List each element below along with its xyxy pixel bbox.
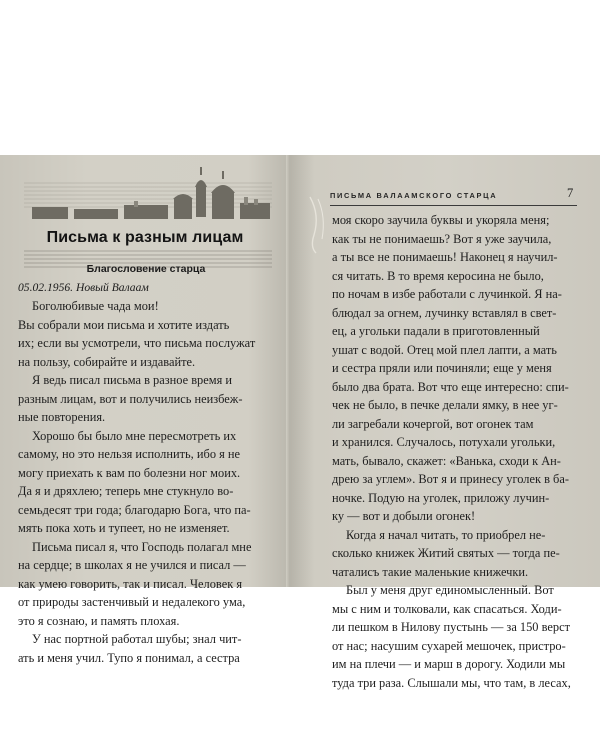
text-line: их; если вы усмотрели, что письма послужат bbox=[18, 336, 256, 350]
text-line: ли пешком в Нилову пустынь — за 150 верст bbox=[332, 620, 570, 634]
left-page-text bbox=[18, 297, 274, 667]
text-line: блюдал за огнем, лучинку вставлял в свет- bbox=[332, 305, 557, 320]
monastery-engraving bbox=[14, 163, 282, 273]
open-book-spread bbox=[0, 155, 600, 690]
text-line: разным лицам, вот и получились неизбеж- bbox=[18, 391, 243, 406]
text-line: по ночам в избе работали с лучинкой. Я на- bbox=[332, 287, 562, 301]
text-line: ать и меня учил. Тупо я понимал, а сестра bbox=[18, 650, 240, 665]
text-line: и сестра пряли или починяли; еще у меня bbox=[332, 361, 552, 375]
right-page-text bbox=[332, 211, 576, 692]
text-line: мять пока хоть и тупеет, но не изменяет. bbox=[18, 521, 230, 535]
text-line: мать, бывало, скажет: «Ванька, сходи к Ан- bbox=[332, 453, 561, 468]
text-line: самому, но это нельзя исполнить, ибо я не bbox=[18, 447, 241, 461]
text-line: сколько книжек Житий святых — тогда пе- bbox=[332, 546, 560, 560]
text-line: ся читать. В то время керосина не было, bbox=[332, 268, 544, 283]
text-line: Вы собрали мои письма и хотите издать bbox=[18, 317, 230, 332]
text-line: могу приехать к вам по болезни ног моих. bbox=[18, 465, 241, 480]
text-line: как умею говорить, так и писал. Человек я bbox=[18, 576, 243, 591]
text-line: это я сознаю, и память плохая. bbox=[18, 613, 180, 628]
text-line: чаталисъ такие маленькие книжечки. bbox=[332, 564, 529, 579]
text-line: У нас портной работал шубы; знал чит- bbox=[32, 632, 242, 646]
text-line: Да я и дряхлею; теперь мне стукнуло во- bbox=[18, 484, 234, 498]
page-number: 7 bbox=[567, 186, 574, 200]
text-line: ец, а угольки падали в приготовленный bbox=[332, 324, 540, 338]
text-line: на пользу, собирайте и издавайте. bbox=[18, 354, 196, 369]
text-line: от природы застенчивый и недалекого ума, bbox=[18, 595, 246, 609]
text-line: Хорошо бы было мне пересмотреть их bbox=[32, 428, 237, 443]
page-crease bbox=[306, 195, 332, 255]
text-line: семьдесят три года; благодарю Бога, что па- bbox=[18, 502, 251, 517]
text-line: туда три раза. Слышали мы, что там, в лесах, bbox=[332, 675, 571, 690]
text-line: ночке. Подую на уголек, приложу лучин- bbox=[332, 490, 550, 505]
text-line: Письма писал я, что Господь полагал мне bbox=[32, 539, 252, 554]
left-page bbox=[0, 155, 292, 665]
text-line: ушат с водой. Отец мой плел лапти, а мать bbox=[332, 342, 557, 357]
section-title: Благословение старца bbox=[86, 263, 206, 275]
text-line: Я ведь писал письма в разное время и bbox=[32, 373, 233, 387]
text-line: от нас; насушим сухарей мешочек, пристро- bbox=[332, 638, 566, 653]
text-line: Боголюбивые чада мои! bbox=[32, 299, 159, 313]
text-line: чек не было, в печке делали ямку, в нее уг- bbox=[332, 398, 558, 412]
text-line: Когда я начал читать, то приобрел не- bbox=[346, 527, 546, 542]
text-line: ли загребали кочергой, вот огонек там bbox=[332, 416, 534, 431]
text-line: и хранился. Случалось, потухали угольки, bbox=[332, 435, 556, 449]
header-rule bbox=[330, 205, 577, 206]
text-line: Был у меня друг единомысленный. Вот bbox=[346, 583, 554, 597]
text-line: ку — вот и добыли огонек! bbox=[332, 509, 476, 523]
text-line: им на плечи — и марш в дорогу. Ходили мы bbox=[332, 657, 566, 671]
chapter-title: Письма к разным лицам bbox=[46, 229, 244, 246]
text-line: моя скоро заучила буквы и укоряла меня; bbox=[332, 213, 550, 227]
chapter-banner bbox=[14, 163, 282, 273]
text-line: а ты все не понимаешь! Наконец я научил- bbox=[332, 250, 558, 264]
text-line: на сердце; в школах я не учился и писал — bbox=[18, 558, 246, 572]
text-line: мы с ним и толковали, как спасаться. Ходи- bbox=[332, 601, 562, 616]
text-line: дрею за углем». Вот я и принесу уголек в ба- bbox=[332, 472, 569, 486]
text-line: как ты не понимаешь? Вот я уже заучила, bbox=[332, 231, 552, 246]
text-line: было два брата. Вот что еще интересно: спи- bbox=[332, 379, 569, 394]
dateline: 05.02.1956. Новый Валаам bbox=[18, 281, 149, 294]
running-head: ПИСЬМА ВАЛААМСКОГО СТАРЦА bbox=[330, 191, 498, 200]
right-page bbox=[290, 155, 600, 690]
text-line: ные повторения. bbox=[18, 410, 106, 424]
